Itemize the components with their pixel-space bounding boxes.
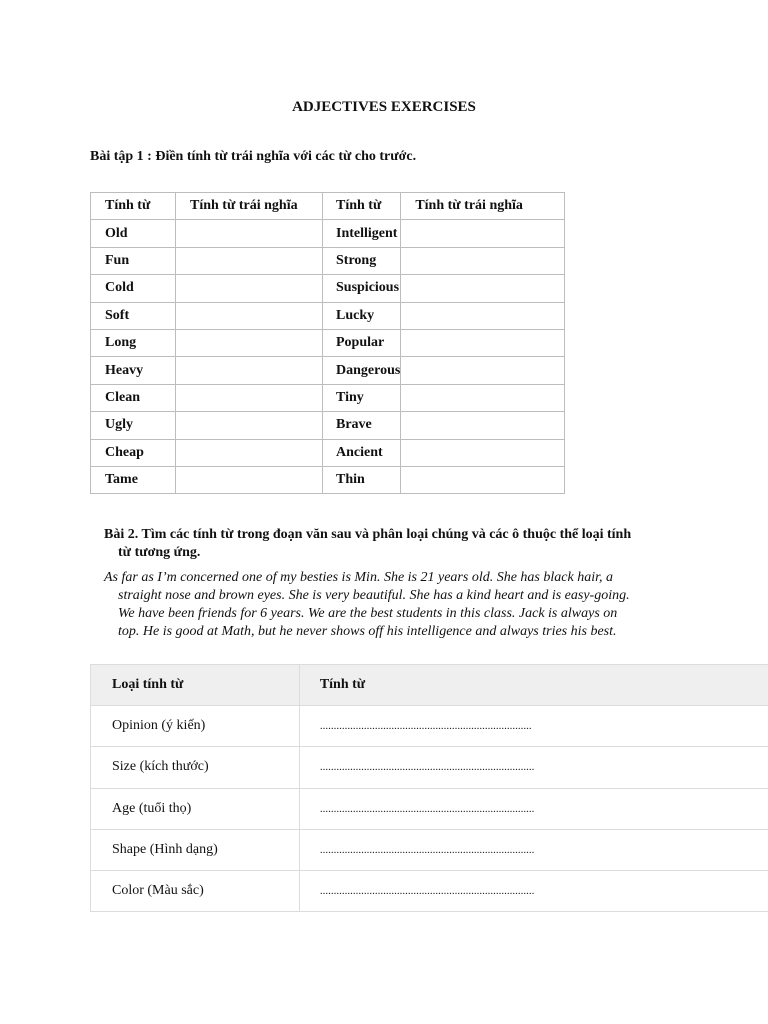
antonym-blank-cell[interactable] bbox=[401, 412, 565, 439]
antonym-blank-cell[interactable] bbox=[401, 384, 565, 411]
table-row bbox=[91, 439, 565, 466]
answer-blank[interactable]: ............................................................................. bbox=[319, 720, 532, 733]
adjective-cell: Tiny bbox=[323, 384, 401, 411]
antonym-blank-cell[interactable] bbox=[401, 357, 565, 384]
adjective-cell: Tame bbox=[91, 466, 176, 493]
passage-line: We have been friends for 6 years. We are the best students in this class. Jack is always on bbox=[118, 606, 618, 621]
adjective-cell: Ugly bbox=[91, 412, 176, 439]
header-adjective-2: Tính từ bbox=[323, 193, 401, 220]
answer-cell[interactable] bbox=[299, 829, 768, 870]
header-antonym-1: Tính từ trái nghĩa bbox=[176, 193, 323, 220]
reading-passage bbox=[104, 569, 684, 641]
antonym-blank-cell[interactable] bbox=[176, 439, 323, 466]
table-row bbox=[91, 788, 768, 829]
antonym-table bbox=[90, 192, 565, 494]
table-row bbox=[91, 357, 565, 384]
answer-blank[interactable]: .............................................................................. bbox=[319, 761, 535, 774]
adjective-cell: Heavy bbox=[91, 357, 176, 384]
page-title: ADJECTIVES EXERCISES bbox=[292, 99, 476, 115]
adjective-type-cell: Size (kích thước) bbox=[91, 747, 300, 788]
header-adjective-1: Tính từ bbox=[91, 193, 176, 220]
table-row bbox=[91, 706, 768, 747]
passage-line: As far as I’m concerned one of my besties is Min. She is 21 years old. She has black hair, a bbox=[104, 570, 613, 585]
antonym-blank-cell[interactable] bbox=[176, 247, 323, 274]
adjective-cell: Cold bbox=[91, 275, 176, 302]
adjective-cell: Clean bbox=[91, 384, 176, 411]
exercise2-heading bbox=[104, 526, 684, 562]
adjective-type-cell: Shape (Hình dạng) bbox=[91, 829, 300, 870]
answer-cell[interactable] bbox=[299, 747, 768, 788]
exercise1-heading: Bài tập 1 : Điền tính từ trái nghĩa với các từ cho trước. bbox=[90, 149, 417, 164]
antonym-blank-cell[interactable] bbox=[176, 329, 323, 356]
classification-table-header bbox=[91, 665, 768, 706]
answer-blank[interactable]: .............................................................................. bbox=[319, 843, 535, 856]
antonym-blank-cell[interactable] bbox=[176, 220, 323, 247]
passage-line: straight nose and brown eyes. She is very beautiful. She has a kind heart and is easy-going. bbox=[118, 588, 630, 603]
table-row bbox=[91, 247, 565, 274]
table-row bbox=[91, 302, 565, 329]
antonym-blank-cell[interactable] bbox=[176, 412, 323, 439]
antonym-blank-cell[interactable] bbox=[401, 466, 565, 493]
adjective-cell: Fun bbox=[91, 247, 176, 274]
adjective-type-cell: Age (tuổi thọ) bbox=[91, 788, 300, 829]
adjective-cell: Ancient bbox=[323, 439, 401, 466]
table-row bbox=[91, 329, 565, 356]
adjective-cell: Popular bbox=[323, 329, 401, 356]
header-adjectives: Tính từ bbox=[299, 665, 768, 706]
adjective-cell: Cheap bbox=[91, 439, 176, 466]
answer-cell[interactable] bbox=[299, 870, 768, 911]
header-adjective-type: Loại tính từ bbox=[91, 665, 300, 706]
adjective-cell: Thin bbox=[323, 466, 401, 493]
antonym-table-header bbox=[91, 193, 565, 220]
antonym-blank-cell[interactable] bbox=[401, 302, 565, 329]
adjective-cell: Old bbox=[91, 220, 176, 247]
exercise2-heading-line1: Bài 2. Tìm các tính từ trong đoạn văn sau và phân loại chúng và các ô thuộc thể loại tính bbox=[104, 527, 632, 542]
antonym-blank-cell[interactable] bbox=[176, 275, 323, 302]
header-antonym-2: Tính từ trái nghĩa bbox=[401, 193, 565, 220]
answer-cell[interactable] bbox=[299, 706, 768, 747]
antonym-blank-cell[interactable] bbox=[401, 329, 565, 356]
table-row bbox=[91, 412, 565, 439]
table-row bbox=[91, 870, 768, 911]
answer-blank[interactable]: .............................................................................. bbox=[319, 802, 535, 815]
table-row bbox=[91, 220, 565, 247]
antonym-blank-cell[interactable] bbox=[176, 384, 323, 411]
adjective-cell: Soft bbox=[91, 302, 176, 329]
adjective-cell: Brave bbox=[323, 412, 401, 439]
adjective-cell: Strong bbox=[323, 247, 401, 274]
antonym-blank-cell[interactable] bbox=[176, 302, 323, 329]
table-row bbox=[91, 466, 565, 493]
table-row bbox=[91, 829, 768, 870]
antonym-blank-cell[interactable] bbox=[176, 466, 323, 493]
adjective-cell: Dangerous bbox=[323, 357, 401, 384]
antonym-blank-cell[interactable] bbox=[401, 439, 565, 466]
antonym-blank-cell[interactable] bbox=[401, 220, 565, 247]
passage-line: top. He is good at Math, but he never shows off his intelligence and always tries his best. bbox=[118, 624, 617, 639]
answer-blank[interactable]: .............................................................................. bbox=[319, 885, 535, 898]
exercise2-heading-line2: từ tương ứng. bbox=[118, 545, 201, 560]
table-row bbox=[91, 275, 565, 302]
adjective-type-cell: Color (Màu sắc) bbox=[91, 870, 300, 911]
classification-table bbox=[90, 664, 768, 912]
adjective-cell: Long bbox=[91, 329, 176, 356]
table-row bbox=[91, 747, 768, 788]
antonym-blank-cell[interactable] bbox=[176, 357, 323, 384]
antonym-blank-cell[interactable] bbox=[401, 275, 565, 302]
answer-cell[interactable] bbox=[299, 788, 768, 829]
antonym-blank-cell[interactable] bbox=[401, 247, 565, 274]
adjective-cell: Suspicious bbox=[323, 275, 401, 302]
adjective-type-cell: Opinion (ý kiến) bbox=[91, 706, 300, 747]
table-row bbox=[91, 384, 565, 411]
adjective-cell: Intelligent bbox=[323, 220, 401, 247]
adjective-cell: Lucky bbox=[323, 302, 401, 329]
